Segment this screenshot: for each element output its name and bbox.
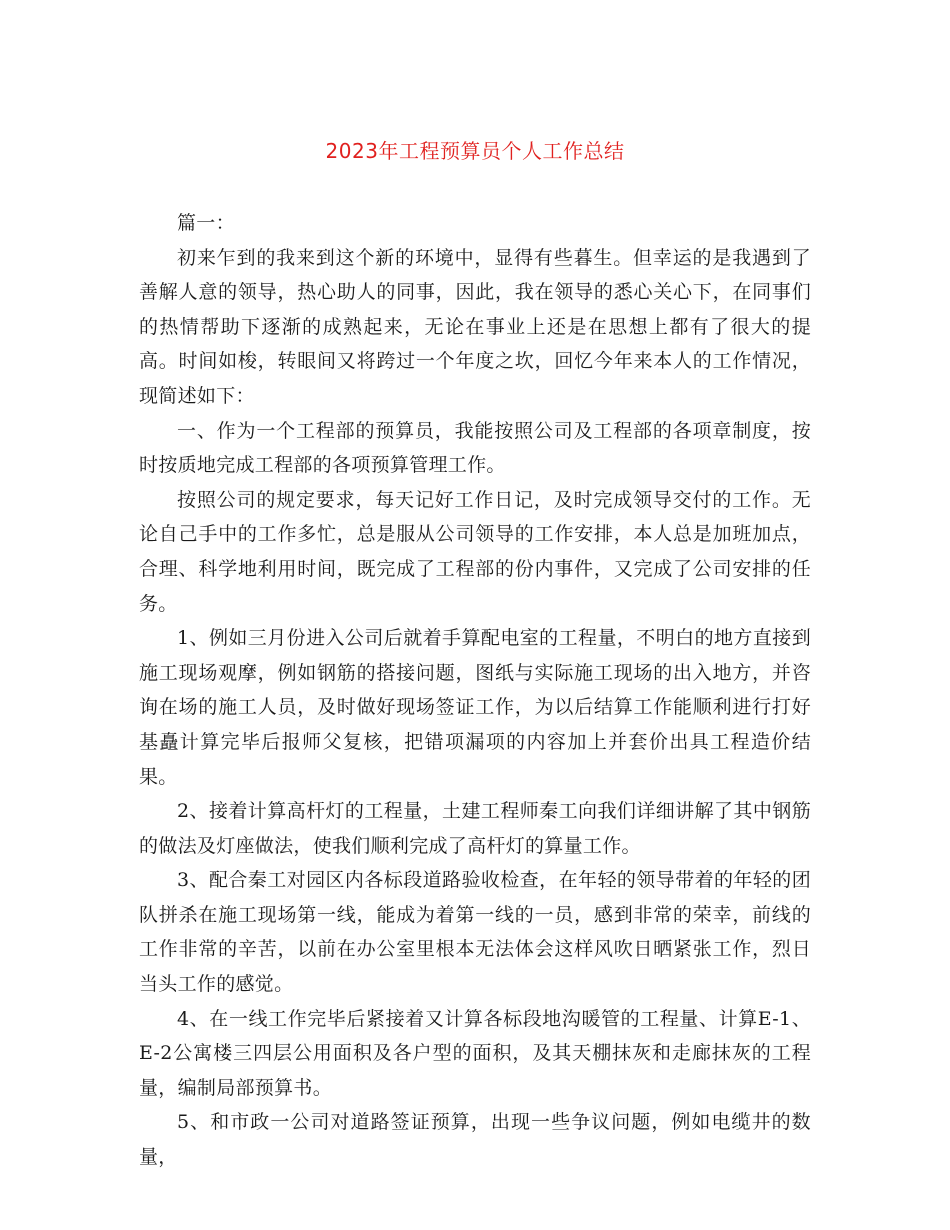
- paragraph-item-5: 5、和市政一公司对道路签证预算，出现一些争议问题，例如电缆井的数量，: [139, 1111, 811, 1169]
- paragraph-section-label: 篇一：: [177, 212, 235, 234]
- paragraph-point-one: 一、作为一个工程部的预算员，我能按照公司及工程部的各项章制度，按时按质地完成工程部的各项预算管理工作。: [139, 419, 811, 477]
- paragraph-item-4: 4、在一线工作完毕后紧接着又计算各标段地沟暖管的工程量、计算E-1、E-2公寓楼三四层公用面积及各户型的面积，及其天棚抹灰和走廊抹灰的工程量，编制局部预算书。: [139, 1007, 811, 1099]
- document-page: [139, 0, 811, 1175]
- document-body: [139, 206, 811, 1175]
- paragraph-daily-work: 按照公司的规定要求，每天记好工作日记，及时完成领导交付的工作。无论自己手中的工作多忙，总是服从公司领导的工作安排，本人总是加班加点，合理、科学地利用时间，既完成了工程部的份内事件，又完成了公司安排的任务。: [139, 488, 811, 615]
- paragraph-item-2: 2、接着计算高杆灯的工程量，土建工程师秦工向我们详细讲解了其中钢筋的做法及灯座做法，使我们顺利完成了高杆灯的算量工作。: [139, 800, 811, 857]
- document-title: 2023年工程预算员个人工作总结: [325, 139, 625, 163]
- paragraph-item-3: 3、配合秦工对园区内各标段道路验收检查，在年轻的领导带着的年轻的团队拼杀在施工现场第一线，能成为着第一线的一员，感到非常的荣幸，前线的工作非常的辛苦，以前在办公室里根本无法体会这样风吹日晒紧张工作，烈日当头工作的感觉。: [139, 869, 811, 996]
- paragraph-item-1: 1、例如三月份进入公司后就着手算配电室的工程量，不明白的地方直接到施工现场观摩，例如钢筋的搭接问题，图纸与实际施工现场的出入地方，并咨询在场的施工人员，及时做好现场签证工作，为以后结算工作能顺利进行打好基矗计算完毕后报师父复核，把错项漏项的内容加上并套价出具工程造价结果。: [139, 627, 811, 788]
- paragraph-intro: 初来乍到的我来到这个新的环境中，显得有些暮生。但幸运的是我遇到了善解人意的领导，热心助人的同事，因此，我在领导的悉心关心下，在同事们的热情帮助下逐渐的成熟起来，无论在事业上还是在思想上都有了很大的提高。时间如梭，转眼间又将跨过一个年度之坎，回忆今年来本人的工作情况，现简述如下：: [139, 246, 811, 407]
